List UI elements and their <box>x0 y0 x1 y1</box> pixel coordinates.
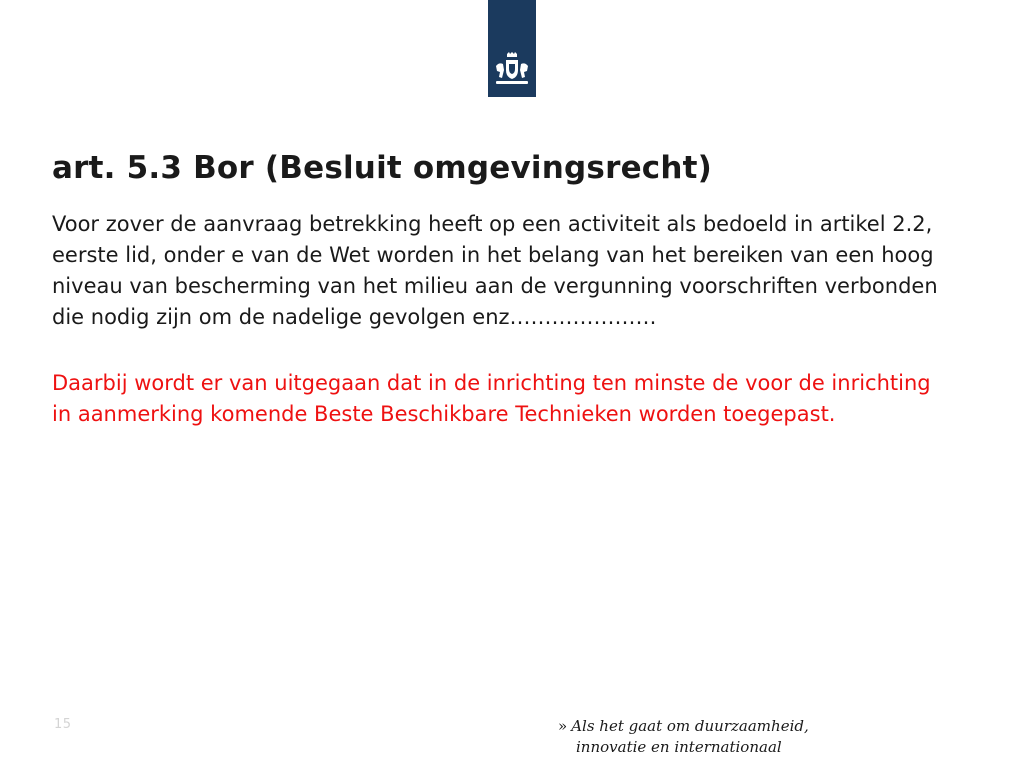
slide-title: art. 5.3 Bor (Besluit omgevingsrecht) <box>52 150 713 186</box>
highlight-paragraph: Daarbij wordt er van uitgegaan dat in de inrichting ten minste de voor de inrichting in aanmerking komende Beste Beschikbare Technieken worden toegepast. <box>52 371 931 426</box>
slogan-line-1: Als het gaat om duurzaamheid, <box>571 717 809 735</box>
slogan-line-2: innovatie en internationaal <box>576 738 782 756</box>
page-number: 15 <box>54 717 72 732</box>
chevron-right-icon: » <box>558 717 568 735</box>
logo-bar <box>488 0 536 97</box>
body-paragraph: Voor zover de aanvraag betrekking heeft op een activiteit als bedoeld in artikel 2.2, eerste lid, onder e van de Wet worden in het belang van het bereiken van een hoog niveau van bescherming van het milieu aan de vergunning voorschriften verbonden die nodig zijn om de nadelige gevolgen enz………………… <box>52 212 938 329</box>
coat-of-arms-icon <box>492 52 532 88</box>
footer-slogan <box>558 716 809 758</box>
